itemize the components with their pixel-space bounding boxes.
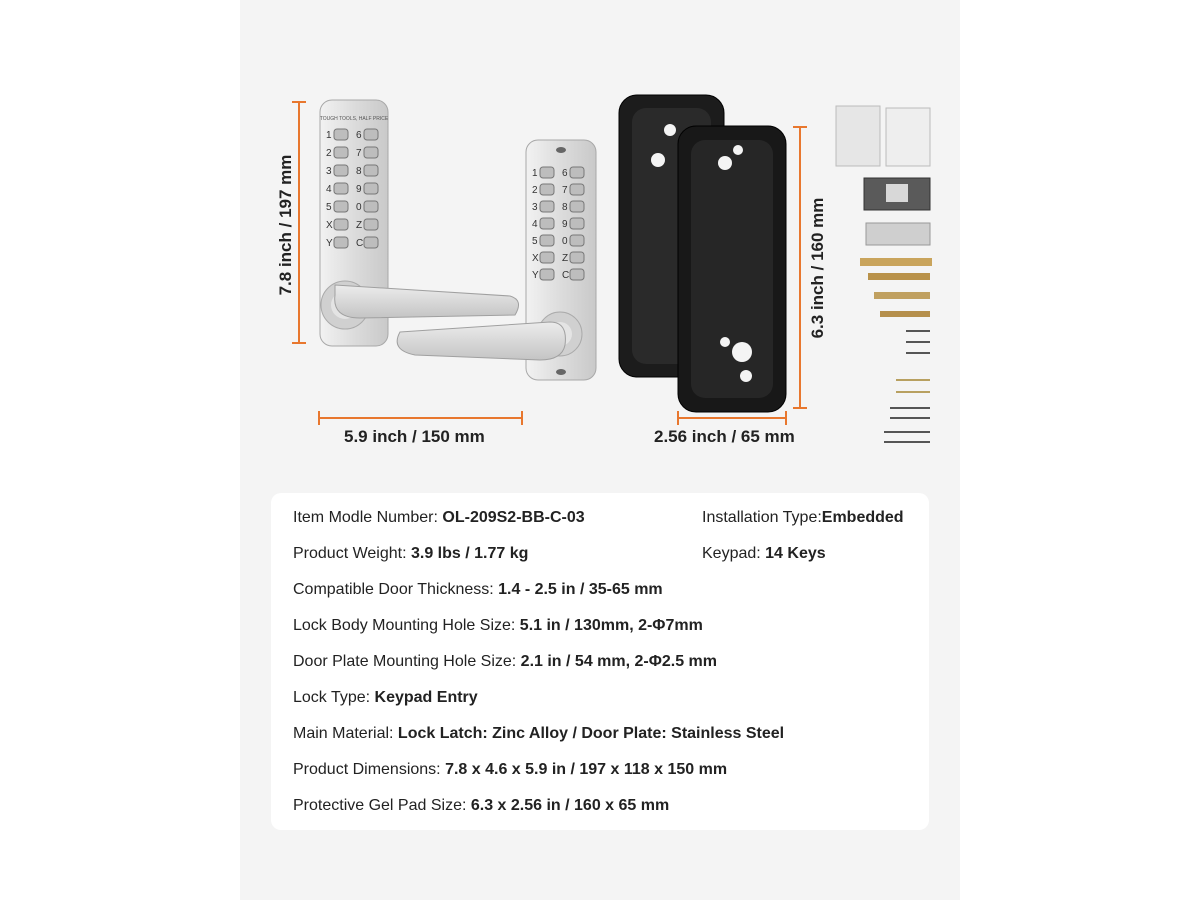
keypad-button <box>364 201 378 212</box>
spec-lock-type <box>293 689 478 707</box>
back-lever-handle <box>397 322 565 360</box>
keypad-button <box>570 235 584 246</box>
keypad-button <box>570 218 584 229</box>
keypad-key-label: 4 <box>532 219 538 230</box>
spec-value: 7.8 x 4.6 x 5.9 in / 197 x 118 x 150 mm <box>445 761 728 778</box>
keypad-key-label: 3 <box>326 166 332 177</box>
spec-value: 2.1 in / 54 mm, 2-Φ2.5 mm <box>520 653 717 670</box>
spec-label: Product Weight: <box>293 545 411 562</box>
spec-label: Keypad: <box>702 545 766 562</box>
keypad-key-label: 1 <box>326 130 332 141</box>
keypad-key-label: 4 <box>326 184 332 195</box>
spec-label: Main Material: <box>293 725 398 742</box>
spec-label: Door Plate Mounting Hole Size: <box>293 653 521 670</box>
spec-door-thickness <box>293 581 663 599</box>
spec-label: Lock Body Mounting Hole Size: <box>293 617 520 634</box>
keypad-button <box>334 201 348 212</box>
keypad-button <box>364 183 378 194</box>
gel-pad-front <box>678 126 786 412</box>
keypad-key-label: 0 <box>356 202 362 213</box>
spec-installation-type <box>702 509 904 527</box>
spindle-long <box>860 258 932 266</box>
spec-main-material <box>293 725 784 743</box>
keypad-button <box>540 252 554 263</box>
spec-value: Lock Latch: Zinc Alloy / Door Plate: Stainless Steel <box>397 725 785 742</box>
keypad-key-label: 5 <box>326 202 332 213</box>
spec-value: 6.3 x 2.56 in / 160 x 65 mm <box>470 797 670 814</box>
spec-label: Item Modle Number: <box>293 509 443 526</box>
keypad-key-label: X <box>532 253 539 264</box>
keypad-button <box>364 129 378 140</box>
screws <box>884 331 930 442</box>
keypad-key-label: Y <box>532 270 539 281</box>
keypad-button <box>540 269 554 280</box>
keypad-key-label: 2 <box>326 148 332 159</box>
accessories-column <box>836 106 932 442</box>
spec-label: Product Dimensions: <box>293 761 446 778</box>
spec-lock-body-hole <box>293 617 703 635</box>
keypad-button <box>540 184 554 195</box>
keypad-button <box>334 165 348 176</box>
spec-value: 3.9 lbs / 1.77 kg <box>410 545 529 562</box>
pad-width-dimension-label: 2.56 inch / 65 mm <box>654 427 795 446</box>
spec-label: Protective Gel Pad Size: <box>293 797 471 814</box>
keypad-key-label: X <box>326 220 333 231</box>
keypad-button <box>540 167 554 178</box>
keypad-key-label: 1 <box>532 168 538 179</box>
keypad-button <box>364 165 378 176</box>
keypad-button <box>540 218 554 229</box>
spec-label: Installation Type: <box>702 509 822 526</box>
pad-height-dimension-line <box>793 127 807 408</box>
keypad-button <box>570 269 584 280</box>
keypad-button <box>364 219 378 230</box>
keypad-button <box>570 252 584 263</box>
keypad-key-label: C <box>562 270 570 281</box>
keypad-button <box>334 183 348 194</box>
spec-value: 1.4 - 2.5 in / 35-65 mm <box>498 581 663 598</box>
keypad-key-label: 8 <box>562 202 568 213</box>
spec-value: 5.1 in / 130mm, 2-Φ7mm <box>519 617 703 634</box>
keypad-button <box>334 147 348 158</box>
keypad-key-label: 0 <box>562 236 568 247</box>
height-dimension-label: 7.8 inch / 197 mm <box>276 154 295 296</box>
pad-height-dimension-label: 6.3 inch / 160 mm <box>808 197 827 339</box>
keypad-key-label: Z <box>356 220 363 231</box>
spec-model-number <box>293 509 585 527</box>
spec-keypad <box>702 545 826 563</box>
keypad-key-label: 7 <box>562 185 568 196</box>
spec-door-plate-hole <box>293 653 717 671</box>
keypad-key-label: 9 <box>356 184 362 195</box>
keypad-button <box>540 201 554 212</box>
keypad-button <box>364 237 378 248</box>
product-illustration <box>240 0 960 480</box>
keypad-button <box>570 201 584 212</box>
keypad-brand-text: TOUGH TOOLS, HALF PRICE <box>319 116 389 122</box>
instruction-card <box>836 106 880 166</box>
keypad-key-label: Z <box>562 253 569 264</box>
pad-width-dimension-line <box>678 411 786 425</box>
spec-gel-pad-size <box>293 797 669 815</box>
product-figure <box>240 0 960 480</box>
keypad-button <box>570 184 584 195</box>
keypad-key-label: 8 <box>356 166 362 177</box>
front-lever-handle <box>335 285 519 318</box>
keypad-key-label: 3 <box>532 202 538 213</box>
specification-card <box>271 493 929 830</box>
spindle-mid <box>868 273 930 280</box>
keypad-key-label: 2 <box>532 185 538 196</box>
spec-label: Compatible Door Thickness: <box>293 581 499 598</box>
spec-product-dimensions <box>293 761 727 779</box>
spindle-short <box>874 292 930 299</box>
spec-value: OL-209S2-BB-C-03 <box>442 509 585 526</box>
keypad-button <box>570 167 584 178</box>
width-dimension-line <box>319 411 522 425</box>
keypad-key-label: Y <box>326 238 333 249</box>
keypad-key-label: 5 <box>532 236 538 247</box>
keypad-button <box>334 129 348 140</box>
spec-value: 14 Keys <box>765 545 826 562</box>
keypad-button <box>334 219 348 230</box>
keypad-key-label: 7 <box>356 148 362 159</box>
keypad-key-label: 9 <box>562 219 568 230</box>
spec-label: Lock Type: <box>293 689 375 706</box>
latch-plate <box>866 223 930 245</box>
instruction-sheet <box>886 108 930 166</box>
keypad-key-label: 6 <box>562 168 568 179</box>
width-dimension-label: 5.9 inch / 150 mm <box>344 427 485 446</box>
keypad-button <box>540 235 554 246</box>
spec-value: Embedded <box>821 509 904 526</box>
spindle-small <box>880 311 930 317</box>
spec-value: Keypad Entry <box>374 689 478 706</box>
keypad-button <box>364 147 378 158</box>
keypad-key-label: 6 <box>356 130 362 141</box>
keypad-button <box>334 237 348 248</box>
spec-product-weight <box>293 545 528 563</box>
keypad-key-label: C <box>356 238 364 249</box>
